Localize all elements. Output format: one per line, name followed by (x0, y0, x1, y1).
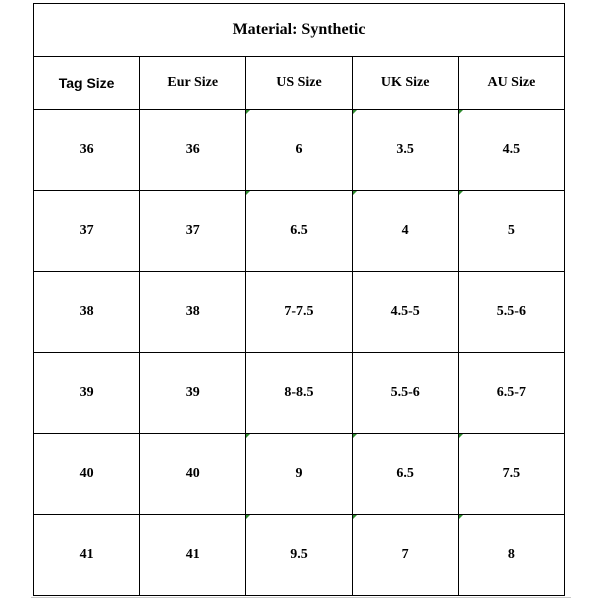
cell-us-size: 7-7.5 (246, 272, 352, 353)
cell-uk-size-value: 3.5 (396, 142, 414, 157)
cell-tag-size: 39 (34, 353, 140, 434)
cell-eur-size: 39 (140, 353, 246, 434)
cell-eur-size: 37 (140, 191, 246, 272)
cell-us-size: 8-8.5 (246, 353, 352, 434)
cell-us-size-value: 9 (295, 466, 303, 481)
table-row (34, 353, 565, 434)
corner-marker (459, 110, 463, 114)
cell-us-size-value: 9.5 (290, 547, 308, 562)
header-uk-size: UK Size (352, 57, 458, 110)
size-chart-container (33, 3, 565, 597)
cell-au-size-value: 5 (507, 223, 515, 238)
cell-au-size-value: 4.5 (502, 142, 521, 157)
cell-us-size-value: 6.5 (290, 223, 308, 238)
cell-tag-size: 40 (34, 434, 140, 515)
corner-marker (459, 515, 463, 519)
corner-marker (353, 110, 357, 114)
corner-marker (246, 434, 250, 438)
cell-uk-size-value: 6.5 (396, 466, 414, 481)
header-tag-size: Tag Size (34, 57, 140, 110)
cell-au-size (458, 515, 564, 596)
cell-us-size (246, 110, 352, 191)
cell-tag-size: 37 (34, 191, 140, 272)
cell-eur-size: 41 (140, 515, 246, 596)
cell-au-size (458, 434, 564, 515)
cell-uk-size-value: 4 (401, 223, 409, 238)
corner-marker (353, 434, 357, 438)
corner-marker (246, 515, 250, 519)
cell-eur-size: 40 (140, 434, 246, 515)
corner-marker (246, 110, 250, 114)
cell-au-size: 6.5-7 (458, 353, 564, 434)
cell-au-size (458, 191, 564, 272)
cell-us-size-value: 6 (295, 142, 303, 157)
corner-marker (459, 434, 463, 438)
header-au-size: AU Size (458, 57, 564, 110)
cell-us-size (246, 434, 352, 515)
corner-marker (459, 191, 463, 195)
header-us-size: US Size (246, 57, 352, 110)
cell-uk-size (352, 110, 458, 191)
corner-marker (353, 191, 357, 195)
cell-uk-size (352, 515, 458, 596)
header-row (34, 57, 565, 110)
corner-marker (353, 515, 357, 519)
table-row (34, 191, 565, 272)
table-row (34, 110, 565, 191)
corner-marker (246, 191, 250, 195)
table-row (34, 434, 565, 515)
material-title: Material: Synthetic (34, 4, 565, 57)
size-chart-table (33, 3, 565, 596)
header-eur-size: Eur Size (140, 57, 246, 110)
table-row (34, 272, 565, 353)
cell-tag-size: 38 (34, 272, 140, 353)
cell-uk-size (352, 434, 458, 515)
cell-uk-size (352, 191, 458, 272)
title-row (34, 4, 565, 57)
cell-uk-size: 4.5-5 (352, 272, 458, 353)
cell-tag-size: 36 (34, 110, 140, 191)
cell-au-size: 5.5-6 (458, 272, 564, 353)
cell-au-size-value: 8 (507, 547, 515, 562)
cell-us-size (246, 515, 352, 596)
cell-tag-size: 41 (34, 515, 140, 596)
cell-eur-size: 38 (140, 272, 246, 353)
table-row (34, 515, 565, 596)
cell-au-size (458, 110, 564, 191)
cell-us-size (246, 191, 352, 272)
cell-uk-size-value: 7 (401, 547, 409, 562)
cell-uk-size: 5.5-6 (352, 353, 458, 434)
cell-eur-size: 36 (140, 110, 246, 191)
bottom-divider (31, 597, 571, 598)
cell-au-size-value: 7.5 (502, 466, 521, 481)
